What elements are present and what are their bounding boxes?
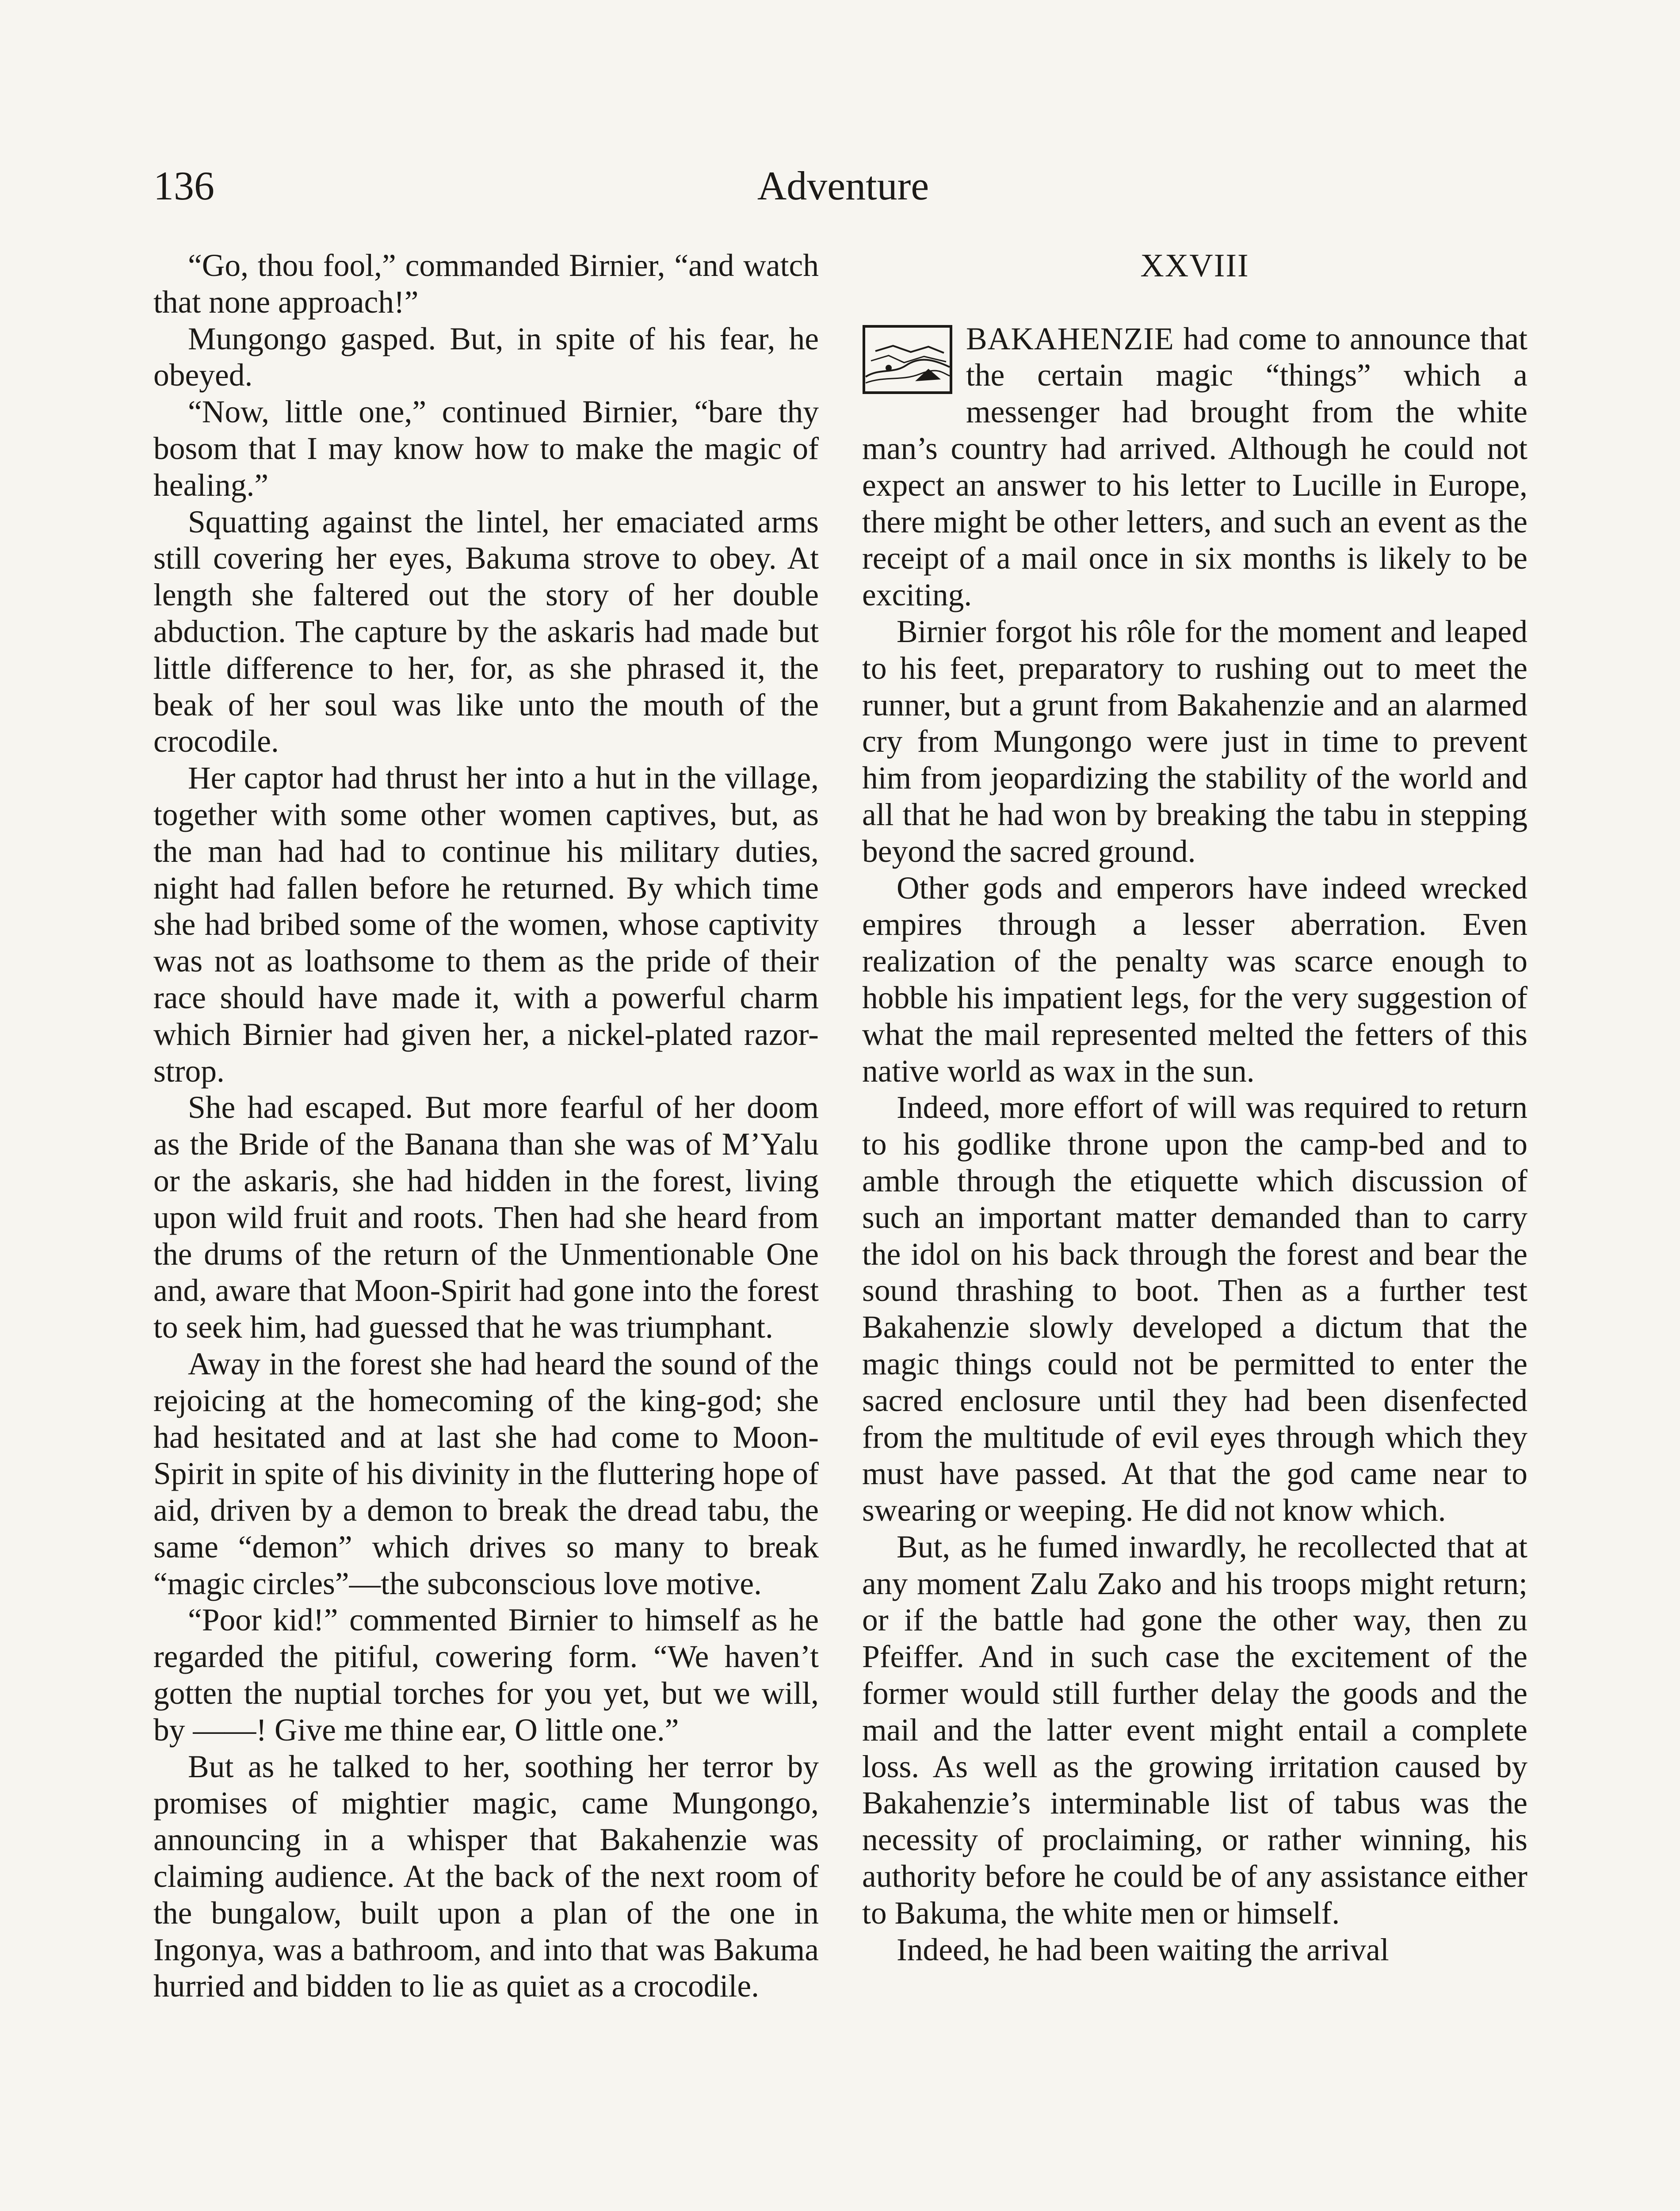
paragraph: “Now, little one,” continued Birnier, “bare thy bosom that I may know how to make the magic of healing.” <box>153 394 819 503</box>
chapter-ornament-icon <box>862 325 953 394</box>
paragraph: But as he talked to her, soothing her terror by promises of mightier magic, came Mungongo, announcing in a whisper that Bakahenzie was claiming audience. At the back of the next room of the bungalow, built upon a plan of the one in Ingonya, was a bathroom, and into that was Bakuma hurried and bidden to lie as quiet as a crocodile. <box>153 1749 819 2004</box>
paragraph: Away in the forest she had heard the sound of the rejoicing at the homecoming of the king-god; she had hesitated and at last she had come to Moon-Spirit in spite of his divinity in the fluttering hope of aid, driven by a demon to break the dread tabu, the same “demon” which drives so many to break “magic circles”—the subconscious love motive. <box>153 1346 819 1601</box>
paragraph: Squatting against the lintel, her emaciated arms still covering her eyes, Bakuma strove to obey. At length she faltered out the story of her double abduction. The capture by the askaris had made but little difference to her, for, as she phrased it, the beak of her soul was like unto the mouth of the crocodile. <box>153 504 819 759</box>
opening-words: BAKAHENZIE <box>966 321 1174 356</box>
paragraph: She had escaped. But more fearful of her doom as the Bride of the Banana than she was of M’Yalu or the askaris, she had hidden in the forest, living upon wild fruit and roots. Then had she heard from the drums of the return of the Unmentionable One and, aware that Moon-Spirit had gone into the forest to seek him, had guessed that he was triumphant. <box>153 1090 819 1345</box>
page-header <box>153 157 1533 214</box>
left-column <box>153 248 819 2005</box>
paragraph: Mungongo gasped. But, in spite of his fear, he obeyed. <box>153 321 819 393</box>
paragraph: “Go, thou fool,” commanded Birnier, “and watch that none approach!” <box>153 248 819 320</box>
paragraph: Indeed, he had been waiting the arrival <box>897 1932 1389 1967</box>
right-column <box>862 248 1527 1968</box>
paragraph: “Poor kid!” commented Birnier to himself as he regarded the pitiful, cowering form. “We haven’t gotten the nuptial torches for you yet, but we will, by ——! Give me thine ear, O little one.” <box>153 1603 819 1748</box>
chapter-heading: XXVIII <box>1140 248 1249 284</box>
page-number: 136 <box>153 163 214 208</box>
paragraph: Other gods and emperors have indeed wrecked empires through a lesser aberration. Even realization of the penalty was scarce enough to hobble his impatient legs, for the very suggestion of what the mail represented melted the fetters of this native world as wax in the sun. <box>862 870 1527 1089</box>
opening-text: had come to announce that the certain magic “things” which a messenger had brought from the white man’s country had arrived. Although he could not expect an answer to his letter to Lucille in Europe, there might be other letters, and such an event as the receipt of a mail once in six months is likely to be exciting. <box>862 321 1527 613</box>
paragraph: Indeed, more effort of will was required to return to his godlike throne upon the camp-bed and to amble through the etiquette which discussion of such an important matter demanded than to carry the idol on his back through the forest and bear the sound thrashing to boot. Then as a further test Bakahenzie slowly developed a dictum that the magic things could not be permitted to enter the sacred enclosure until they had been disenfected from the multitude of evil eyes through which they must have passed. At that the god came near to swearing or weeping. He did not know which. <box>862 1090 1527 1528</box>
opening-paragraph <box>862 321 1527 614</box>
running-title: Adventure <box>757 163 929 208</box>
paragraph: Her captor had thrust her into a hut in the village, together with some other women captives, but, as the man had had to continue his military duties, night had fallen before he returned. By which time she had bribed some of the women, whose captivity was not as loathsome to them as the pride of their race should have made it, with a powerful charm which Birnier had given her, a nickel-plated razor-strop. <box>153 761 819 1089</box>
paragraph: Birnier forgot his rôle for the moment and leaped to his feet, preparatory to rushing out to meet the runner, but a grunt from Bakahenzie and an alarmed cry from Mungongo were just in time to prevent him from jeopardizing the stability of the world and all that he had won by breaking the tabu in stepping beyond the sacred ground. <box>862 614 1527 869</box>
paragraph: But, as he fumed inwardly, he recollected that at any moment Zalu Zako and his troops might return; or if the battle had gone the other way, then zu Pfeiffer. And in such case the excitement of the former would still further delay the goods and the mail and the latter event might entail a complete loss. As well as the growing irritation caused by Bakahenzie’s interminable list of tabus was the necessity of proclaiming, or rather winning, his authority before he could be of any assistance either to Bakuma, the white men or himself. <box>862 1529 1527 1931</box>
